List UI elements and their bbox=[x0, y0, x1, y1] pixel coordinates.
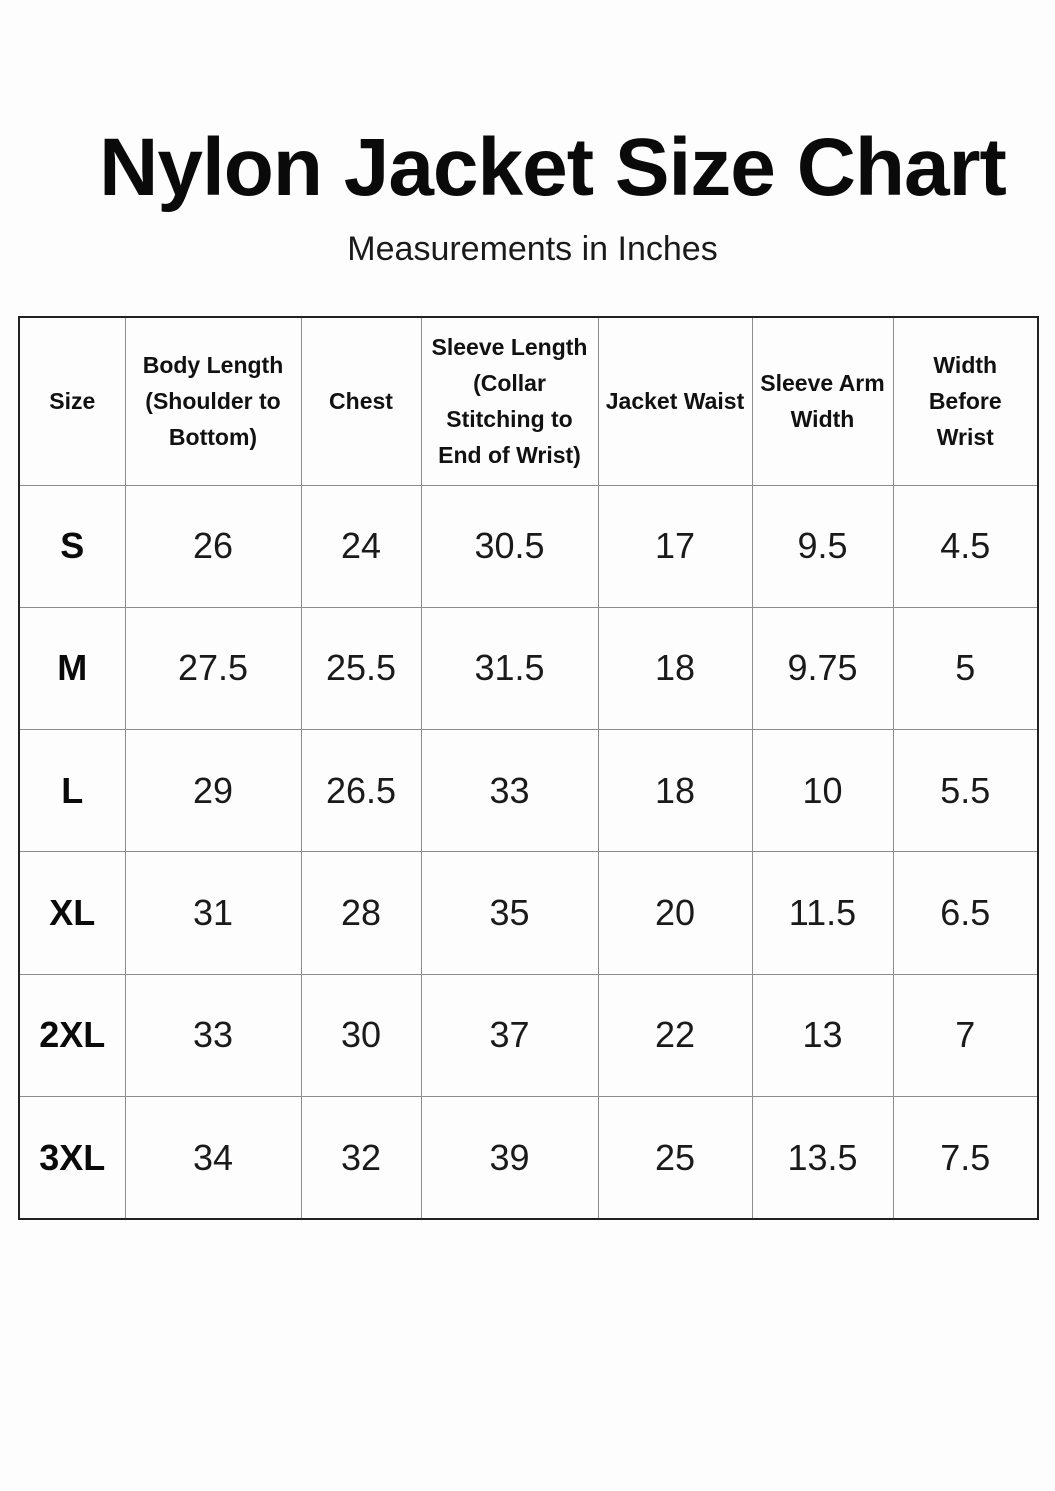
table-cell: 33 bbox=[421, 730, 598, 852]
table-cell: 24 bbox=[301, 485, 421, 607]
table-cell: 20 bbox=[598, 852, 752, 974]
table-cell: 26.5 bbox=[301, 730, 421, 852]
table-cell: 29 bbox=[125, 730, 301, 852]
size-cell: L bbox=[19, 730, 125, 852]
table-cell: 11.5 bbox=[752, 852, 893, 974]
table-cell: 7 bbox=[893, 974, 1038, 1096]
table-cell: 35 bbox=[421, 852, 598, 974]
table-row bbox=[19, 730, 1038, 852]
table-cell: 25 bbox=[598, 1097, 752, 1219]
table-cell: 34 bbox=[125, 1097, 301, 1219]
table-cell: 30 bbox=[301, 974, 421, 1096]
table-cell: 6.5 bbox=[893, 852, 1038, 974]
table-cell: 28 bbox=[301, 852, 421, 974]
page-subtitle: Measurements in Inches bbox=[347, 230, 718, 268]
table-cell: 13.5 bbox=[752, 1097, 893, 1219]
table-row bbox=[19, 974, 1038, 1096]
table-cell: 33 bbox=[125, 974, 301, 1096]
table-cell: 13 bbox=[752, 974, 893, 1096]
table-cell: 5 bbox=[893, 607, 1038, 729]
header-width-before-wrist: Width Before Wrist bbox=[893, 317, 1038, 485]
table-cell: 7.5 bbox=[893, 1097, 1038, 1219]
header-chest: Chest bbox=[301, 317, 421, 485]
table-cell: 17 bbox=[598, 485, 752, 607]
table-cell: 37 bbox=[421, 974, 598, 1096]
page-title: Nylon Jacket Size Chart bbox=[99, 122, 1006, 213]
table-cell: 10 bbox=[752, 730, 893, 852]
table-cell: 5.5 bbox=[893, 730, 1038, 852]
size-chart-table bbox=[18, 316, 1039, 1220]
header-size: Size bbox=[19, 317, 125, 485]
size-cell: XL bbox=[19, 852, 125, 974]
table-cell: 4.5 bbox=[893, 485, 1038, 607]
header-sleeve-length: Sleeve Length (Collar Stitching to End of Wrist) bbox=[421, 317, 598, 485]
table-cell: 25.5 bbox=[301, 607, 421, 729]
table-row bbox=[19, 852, 1038, 974]
table-cell: 32 bbox=[301, 1097, 421, 1219]
header-sleeve-arm-width: Sleeve Arm Width bbox=[752, 317, 893, 485]
table-cell: 9.75 bbox=[752, 607, 893, 729]
table-row bbox=[19, 1097, 1038, 1219]
size-cell: M bbox=[19, 607, 125, 729]
header-body-length: Body Length (Shoulder to Bottom) bbox=[125, 317, 301, 485]
table-cell: 18 bbox=[598, 607, 752, 729]
table-header-row bbox=[19, 317, 1038, 485]
table-row bbox=[19, 607, 1038, 729]
table-cell: 27.5 bbox=[125, 607, 301, 729]
size-cell: 3XL bbox=[19, 1097, 125, 1219]
header-jacket-waist: Jacket Waist bbox=[598, 317, 752, 485]
table-cell: 9.5 bbox=[752, 485, 893, 607]
table-cell: 26 bbox=[125, 485, 301, 607]
table-row bbox=[19, 485, 1038, 607]
table-cell: 30.5 bbox=[421, 485, 598, 607]
size-cell: S bbox=[19, 485, 125, 607]
table-cell: 22 bbox=[598, 974, 752, 1096]
table-cell: 31.5 bbox=[421, 607, 598, 729]
size-cell: 2XL bbox=[19, 974, 125, 1096]
table-cell: 18 bbox=[598, 730, 752, 852]
table-cell: 39 bbox=[421, 1097, 598, 1219]
table-cell: 31 bbox=[125, 852, 301, 974]
